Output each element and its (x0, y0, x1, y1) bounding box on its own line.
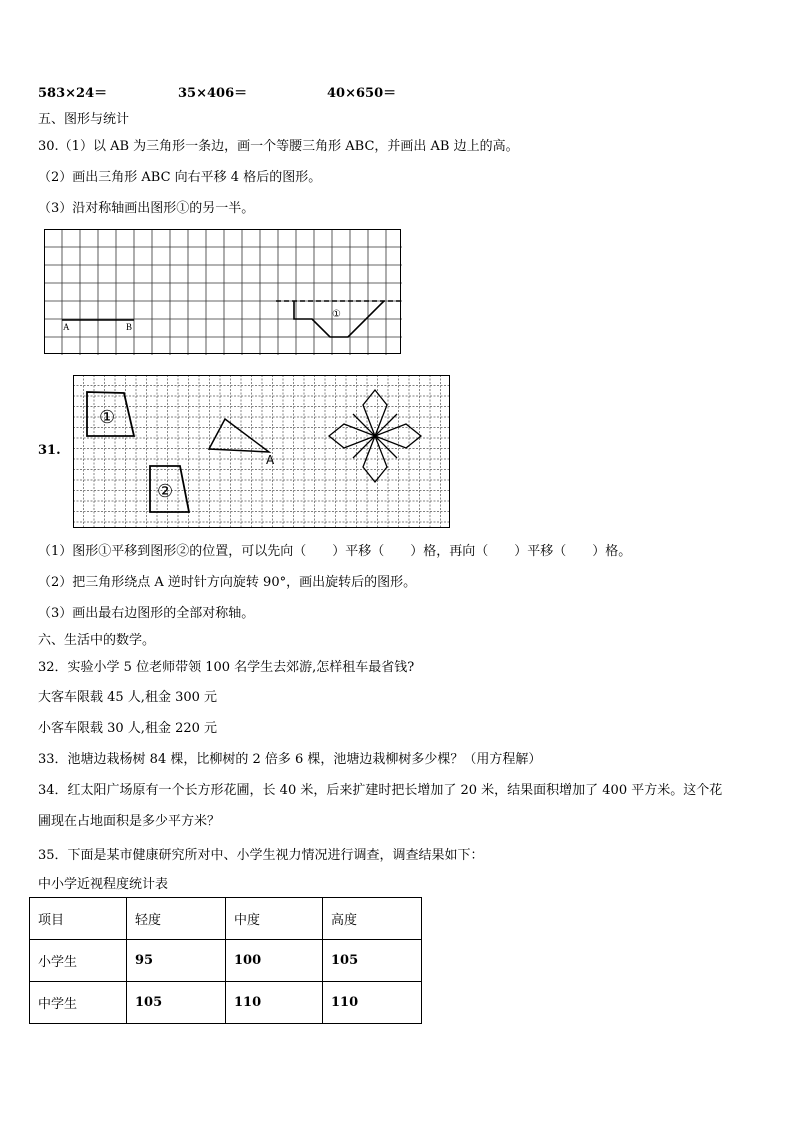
header-cell: 高度 (323, 898, 422, 940)
q30-grid-figure (44, 229, 402, 355)
q31-line-3: （3）画出最右边图形的全部对称轴。 (38, 606, 255, 621)
header-cell: 项目 (30, 898, 127, 940)
table-row (30, 982, 422, 1024)
triangle-a (209, 419, 269, 452)
myopia-table (29, 897, 422, 1024)
point-b-label: B (126, 322, 133, 332)
table-cell: 105 (323, 940, 422, 982)
point-a-label: A (266, 453, 275, 467)
table-cell: 110 (323, 982, 422, 1024)
table-cell: 95 (127, 940, 226, 982)
header-cell: 轻度 (127, 898, 226, 940)
q30-line-1: 30.（1）以 AB 为三角形一条边，画一个等腰三角形 ABC，并画出 AB 边上的高。 (38, 139, 519, 154)
shape-1-label: ① (332, 309, 341, 320)
section-heading-6: 六、生活中的数学。 (38, 633, 156, 648)
calc-item-1: 583×24＝ (38, 86, 108, 101)
shape-1-label: ① (99, 407, 116, 428)
q31-grid-figure (73, 375, 451, 529)
section-heading-5: 五、图形与统计 (38, 112, 130, 127)
q30-line-2: （2）画出三角形 ABC 向右平移 4 格后的图形。 (38, 170, 322, 185)
q32-line-1: 32．实验小学 5 位老师带领 100 名学生去郊游,怎样租车最省钱? (38, 660, 415, 675)
q30-line-3: （3）沿对称轴画出图形①的另一半。 (38, 201, 255, 216)
header-cell: 中度 (226, 898, 323, 940)
calc-item-2: 35×406＝ (178, 86, 248, 101)
q32-line-2: 大客车限载 45 人,租金 300 元 (38, 690, 218, 705)
q35-line-1: 35．下面是某市健康研究所对中、小学生视力情况进行调查，调查结果如下： (38, 848, 484, 863)
q34-line-1: 34．红太阳广场原有一个长方形花圃，长 40 米，后来扩建时把长增加了 20 米，结果面积增加了 400 平方米。这个花 (38, 783, 723, 798)
table-cell: 小学生 (30, 940, 127, 982)
q31-line-2: （2）把三角形绕点 A 逆时针方向旋转 90°，画出旋转后的图形。 (38, 575, 417, 590)
calc-item-3: 40×650＝ (327, 86, 397, 101)
table-title: 中小学近视程度统计表 (38, 877, 169, 892)
flower-shape (329, 390, 421, 482)
point-a-label: A (63, 322, 70, 332)
table-cell: 中学生 (30, 982, 127, 1024)
table-row (30, 940, 422, 982)
table-cell: 110 (226, 982, 323, 1024)
q34-line-2: 圃现在占地面积是多少平方米？ (38, 814, 221, 829)
q31-number: 31. (38, 443, 61, 458)
q31-line-1: （1）图形①平移到图形②的位置，可以先向（ ）平移（ ）格，再向（ ）平移（ ）格。 (38, 544, 632, 559)
q32-line-3: 小客车限载 30 人,租金 220 元 (38, 721, 218, 736)
shape-2-label: ② (157, 481, 174, 502)
table-header-row (30, 898, 422, 940)
q33-text: 33．池塘边栽杨树 84 棵，比柳树的 2 倍多 6 棵，池塘边栽柳树多少棵？（用方程解） (38, 752, 542, 767)
table-cell: 105 (127, 982, 226, 1024)
table-cell: 100 (226, 940, 323, 982)
